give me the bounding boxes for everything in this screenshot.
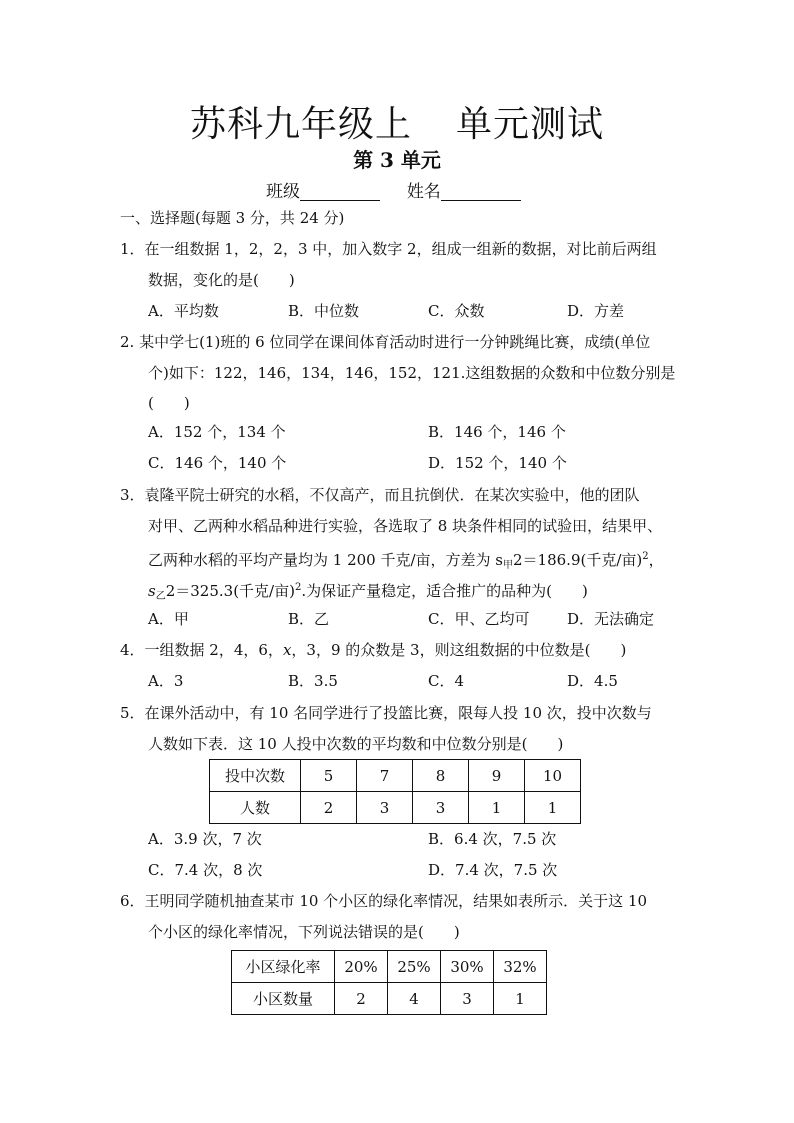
q2-option-c[interactable]: C．146 个，140 个 <box>148 454 287 472</box>
q4-variable-x: x <box>282 641 292 659</box>
table-row <box>210 760 581 792</box>
q3-line4 <box>148 578 588 607</box>
q6-table <box>231 950 547 1015</box>
q3-line4-text2: .为保证产量稳定，适合推广的品种为( ) <box>301 582 588 600</box>
q3-line3 <box>148 547 664 576</box>
q2-option-a[interactable]: A．152 个，134 个 <box>148 423 286 441</box>
q1-option-c[interactable]: C．众数 <box>428 302 485 320</box>
q2-line1: 2. 某中学七(1)班的 6 位同学在课间体育活动时进行一分钟跳绳比赛，成绩(单位 <box>120 333 651 351</box>
q4-option-a[interactable]: A．3 <box>148 672 184 690</box>
q3-line3-text3: ， <box>648 551 664 569</box>
q2-option-b[interactable]: B．146 个，146 个 <box>428 423 566 441</box>
table-cell: 3 <box>357 792 413 824</box>
section-heading: 一、选择题(每题 3 分，共 24 分) <box>120 209 345 227</box>
table-row <box>232 951 547 983</box>
table-cell: 1 <box>469 792 525 824</box>
table-cell: 20% <box>335 951 388 983</box>
q1-line1: 1．在一组数据 1，2，2，3 中，加入数字 2，组成一组新的数据，对比前后两组 <box>120 240 657 258</box>
table-cell: 9 <box>469 760 525 792</box>
q3-line3-sub: 甲 <box>503 560 513 571</box>
q5-option-a[interactable]: A．3.9 次，7 次 <box>148 830 262 848</box>
table-cell: 3 <box>413 792 469 824</box>
q6-line1: 6．王明同学随机抽查某市 10 个小区的绿化率情况，结果如表所示．关于这 10 <box>120 892 648 910</box>
q5-table <box>209 759 581 824</box>
student-info <box>266 181 521 203</box>
page-title <box>0 96 794 147</box>
q2-line3: ( ) <box>148 394 190 412</box>
name-label: 姓名 <box>406 182 441 202</box>
q3-option-d[interactable]: D．无法确定 <box>567 610 655 628</box>
name-blank[interactable] <box>441 182 521 201</box>
q3-line3-text2: 2＝186.9(千克/亩) <box>513 551 643 569</box>
q5-line2: 人数如下表．这 10 人投中次数的平均数和中位数分别是( ) <box>148 735 564 753</box>
q5-line1: 5．在课外活动中，有 10 名同学进行了投篮比赛，限每人投 10 次，投中次数与 <box>120 704 652 722</box>
table-cell: 32% <box>494 951 547 983</box>
q1-option-b[interactable]: B．中位数 <box>288 302 360 320</box>
q6-line2: 个小区的绿化率情况，下列说法错误的是( ) <box>148 923 460 941</box>
q3-option-a[interactable]: A．甲 <box>148 610 189 628</box>
table-cell: 8 <box>413 760 469 792</box>
table-row <box>210 792 581 824</box>
q3-option-c[interactable]: C．甲、乙均可 <box>428 610 530 628</box>
table-cell: 5 <box>301 760 357 792</box>
unit-subtitle: 第 3 单元 <box>353 148 441 172</box>
table-cell: 3 <box>441 983 494 1015</box>
title-left: 苏科九年级上 <box>189 104 412 145</box>
table-row <box>232 983 547 1015</box>
table-cell: 4 <box>388 983 441 1015</box>
q1-option-d[interactable]: D．方差 <box>567 302 625 320</box>
class-blank[interactable] <box>300 182 380 201</box>
title-right: 单元测试 <box>456 104 605 145</box>
q3-option-b[interactable]: B．乙 <box>288 610 330 628</box>
table-cell: 投中次数 <box>210 760 301 792</box>
q3-line3-text: 乙两种水稻的平均产量均为 1 200 千克/亩，方差为 s <box>148 551 503 569</box>
q4-option-d[interactable]: D．4.5 <box>567 672 618 690</box>
table-cell: 10 <box>525 760 581 792</box>
q2-option-d[interactable]: D．152 个，140 个 <box>428 454 567 472</box>
q3-line4-s: s <box>148 582 156 600</box>
class-label: 班级 <box>266 182 300 202</box>
q3-line4-sub: 乙 <box>155 591 166 602</box>
q4-line1-text: 4．一组数据 2，4，6， <box>120 641 283 659</box>
table-cell: 30% <box>441 951 494 983</box>
q1-line2: 数据，变化的是( ) <box>148 271 295 289</box>
q5-option-b[interactable]: B．6.4 次，7.5 次 <box>428 830 557 848</box>
q4-option-b[interactable]: B．3.5 <box>288 672 338 690</box>
table-cell: 1 <box>525 792 581 824</box>
table-cell: 小区绿化率 <box>232 951 335 983</box>
q5-option-d[interactable]: D．7.4 次，7.5 次 <box>428 861 558 879</box>
q3-line3-sup: 2 <box>642 551 649 562</box>
table-cell: 7 <box>357 760 413 792</box>
table-cell: 人数 <box>210 792 301 824</box>
table-cell: 2 <box>335 983 388 1015</box>
q4-option-c[interactable]: C．4 <box>428 672 465 690</box>
q3-line1: 3．袁隆平院士研究的水稻，不仅高产，而且抗倒伏．在某次实验中，他的团队 <box>120 486 640 504</box>
table-cell: 25% <box>388 951 441 983</box>
table-cell: 2 <box>301 792 357 824</box>
q4-line1-text2: ，3，9 的众数是 3，则这组数据的中位数是( ) <box>291 641 627 659</box>
q3-line4-text: 2＝325.3(千克/亩) <box>165 582 295 600</box>
table-cell: 1 <box>494 983 547 1015</box>
q2-line2: 个)如下：122，146，134，146，152，121.这组数据的众数和中位数分别是 <box>148 364 676 382</box>
q5-option-c[interactable]: C．7.4 次，8 次 <box>148 861 263 879</box>
q3-line4-sup: 2 <box>294 582 302 593</box>
q3-line2: 对甲、乙两种水稻品种进行实验，各选取了 8 块条件相同的试验田，结果甲、 <box>148 517 663 535</box>
table-cell: 小区数量 <box>232 983 335 1015</box>
q1-option-a[interactable]: A．平均数 <box>148 302 219 320</box>
q4-line1 <box>120 640 626 660</box>
